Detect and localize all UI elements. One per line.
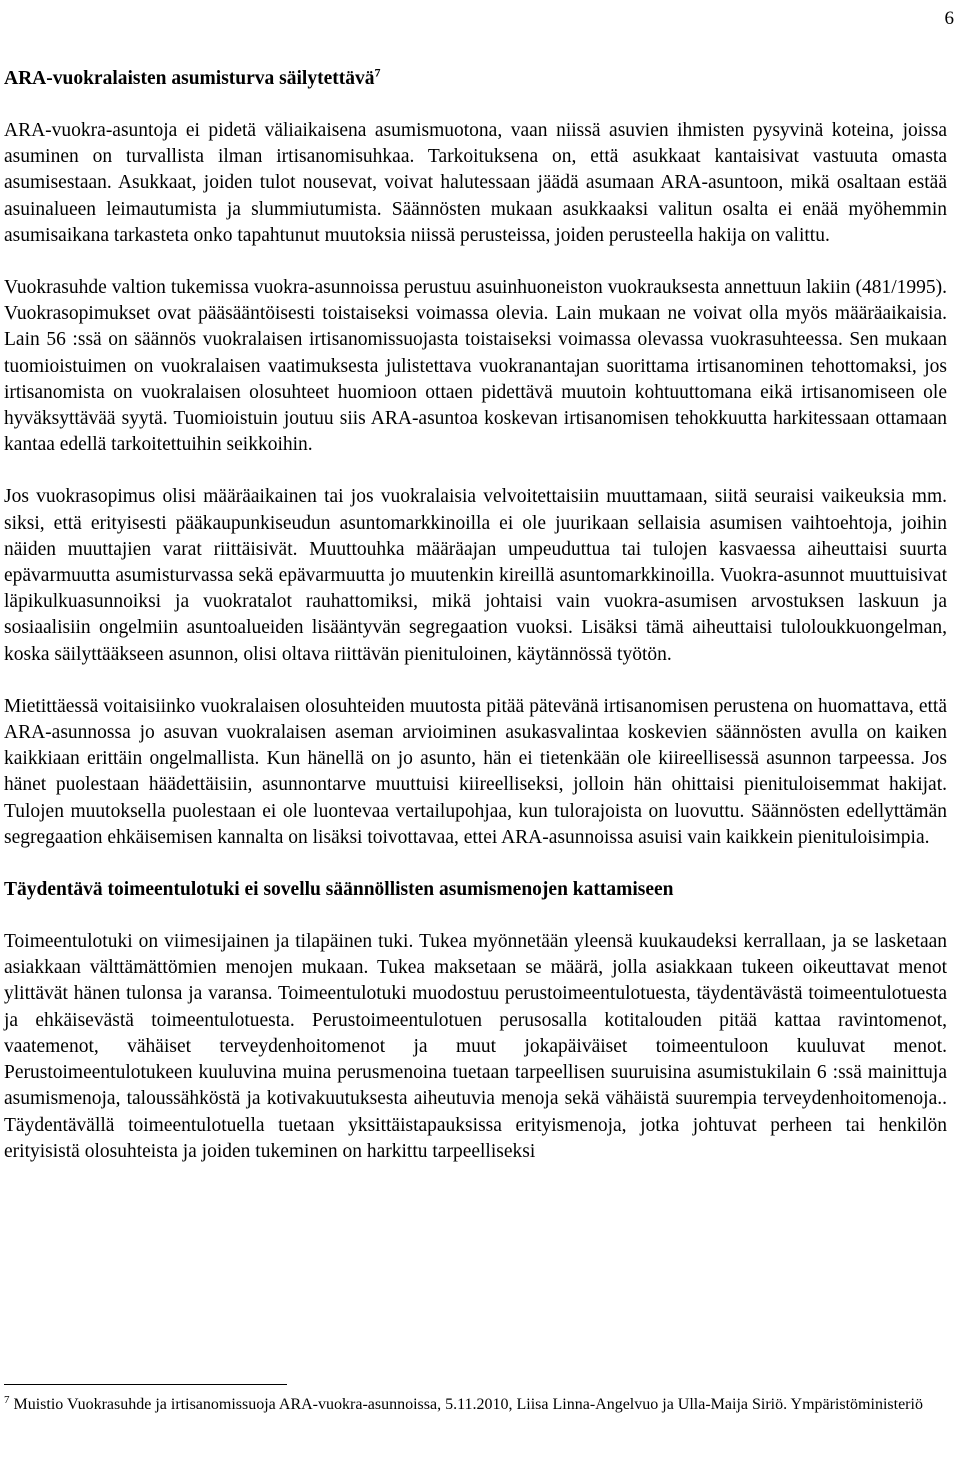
footnote-area xyxy=(4,1384,947,1416)
document-body xyxy=(4,66,947,1165)
footnote-marker: 7 xyxy=(4,1393,10,1406)
paragraph: Mietittäessä voitaisiinko vuokralaisen olosuhteiden muutosta pitää pätevänä irtisanomisen perustena on huomattava, että ARA-asunnossa jo asuvan vuokralaisen aseman arvioiminen asukasvalintaa koskevien säännösten avulla on kaiken kaikkiaan erittäin ongelmallista. Kun hänellä on jo asunto, hän ei tietenkään ole kiireellisessä asunnon tarpeessa. Jos hänet puolestaan häädettäisiin, asunnontarve muuttuisi kiireelliseksi, jolloin hän ohittaisi pienituloisemmat hakijat. Tulojen muutoksella puolestaan ei ole luontevaa vertailupohjaa, kun tulorajoista on luovuttu. Säännösten edellyttämän segregaation ehkäisemisen kannalta on lisäksi toivottavaa, ettei ARA-asunnoissa asuisi vain kaikkein pienituloisimpia. xyxy=(4,695,947,848)
paragraph: ARA-vuokra-asuntoja ei pidetä väliaikaisena asumismuotona, vaan niissä asuvien ihmisten pysyvinä koteina, joissa asuminen on turvallista ilman irtisanomisuhkaa. Tarkoituksena on, että asukkaat kantaisivat vastuuta omasta asumisestaan. Asukkaat, joiden tulot nousevat, voivat halutessaan jäädä asumaan ARA-asuntoon, mikä osaltaan estää asuinalueen leimautumista ja slummiutumista. Säännösten mukaan asukkaaksi valitun osalta ei enää myöhemmin asumisaikana tarkasteta onko tapahtunut muutoksia niissä perusteissa, joiden perusteella hakija on valittu. xyxy=(4,120,947,246)
paragraph: Vuokrasuhde valtion tukemissa vuokra-asunnoissa perustuu asuinhuoneiston vuokrauksesta annettuun lakiin (481/1995). Vuokrasopimukset ovat pääsääntöisesti toistaiseksi voimassa olevia. Lain mukaan ne voivat olla myös määräaikaisia. Lain 56 :ssä on säännös vuokralaisen irtisanomissuojasta toistaiseksi voimassa olevassa vuokrasuhteessa. Sen mukaan tuomioistuimen on vuokralaisen vaatimuksesta julistettava vuokranantajan suorittama irtisanominen tehottomaksi, jos irtisanomista on vuokralaisen olosuhteet huomioon ottaen pidettävä muutoin kohtuuttomana eikä irtisanomiseen ole hyväksyttävää syytä. Tuomioistuin joutuu siis ARA-asuntoa koskevan irtisanomisen tehokkuutta harkitessaan ottamaan kantaa edellä tarkoitettuihin seikkoihin. xyxy=(4,277,947,456)
section-heading-ara-tenants xyxy=(4,66,947,92)
page-number: 6 xyxy=(944,8,954,29)
paragraph: Toimeentulotuki on viimesijainen ja tilapäinen tuki. Tukea myönnetään yleensä kuukaudeksi kerrallaan, ja se lasketaan asiakkaan välttämättömien menojen mukaan. Tukea maksetaan se määrä, jolla asiakkaan tukeen oikeuttavat menot ylittävät hänen tulonsa ja varansa. Toimeentulotuki muodostuu perustoimeentulotuesta, täydentävästä toimeentulotuesta ja ehkäisevästä toimeentulotuesta. Perustoimeentulotuen perusosalla kotitalouden pitää kattaa ravintomenot, vaatemenot, vähäiset terveydenhoitomenot ja muut jokapäiväiset toimeentuloon kuuluvat menot. Perustoimeentulotukeen kuuluvina muina perusmenoina tuetaan tarpeellisen suuruisina asumistukilain 6 :ssä mainittuja asumismenoja, taloussähköstä ja kotivakuutuksesta aiheutuvia menoja sekä vähäistä suurempia terveydenhoitomenoja.. Täydentävällä toimeentulotuella tuetaan yksittäistapauksissa erityismenoja, jotka johtuvat perheen tai henkilön erityisistä olosuhteista ja joiden tukeminen on harkittu tarpeelliseksi xyxy=(4,931,947,1162)
footnote-text: Muistio Vuokrasuhde ja irtisanomissuoja ARA-vuokra-asunnoissa, 5.11.2010, Liisa Linna-Angelvuo ja Ulla-Maija Siriö. Ympäristöministeriö xyxy=(13,1396,923,1413)
section-heading-income-support: Täydentävä toimeentulotuki ei sovellu säännöllisten asumismenojen kattamiseen xyxy=(4,879,674,901)
footnote-divider xyxy=(4,1384,287,1385)
paragraph: Jos vuokrasopimus olisi määräaikainen tai jos vuokralaisia velvoitettaisiin muuttamaan, siitä seuraisi vaikeuksia mm. siksi, että erityisesti pääkaupunkiseudun asuntomarkkinoilla ei ole juurikaan sellaisia asumisen vaihtoehtoja, joihin näiden muuttajien varat riittäisivät. Muuttouhka määräajan umpeuduttua tai tulojen kasvaessa aiheuttaisi suurta epävarmuutta asumisturvassa sekä epävarmuutta jo muutenkin kireillä asuntomarkkinoilla. Vuokra-asunnot muuttuisivat läpikulkuasunnoiksi ja vuokratalot rauhattomiksi, mikä johtaisi vain vuokra-asumisen arvostuksen laskuun ja sosiaalisiin ongelmiin asuntoalueiden lisääntyvän segregaation vuoksi. Lisäksi tämä aiheuttaisi tuloloukkuongelman, koska säilyttääkseen asunnon, olisi oltava riittävän pienituloinen, käytännössä työtön. xyxy=(4,486,947,665)
footnote-reference[interactable]: 7 xyxy=(374,65,381,80)
footnote xyxy=(4,1393,947,1416)
section-heading-text: ARA-vuokralaisten asumisturva säilytettävä xyxy=(4,68,375,89)
